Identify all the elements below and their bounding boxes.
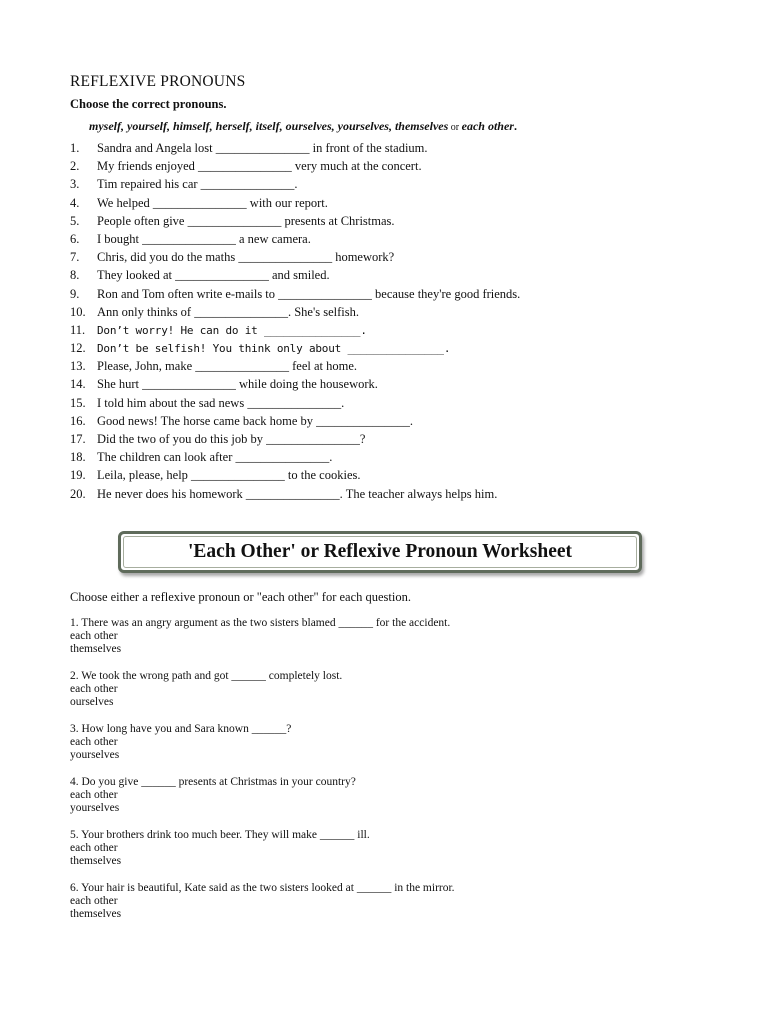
exercise-item bbox=[70, 485, 520, 503]
exercise-item bbox=[70, 321, 520, 339]
page-title: REFLEXIVE PRONOUNS bbox=[70, 73, 246, 90]
exercise-text: I bought _______________ a new camera. bbox=[97, 231, 311, 246]
exercise-number: 12. bbox=[70, 341, 86, 356]
answer-option: each other bbox=[70, 842, 118, 854]
exercise-number: 11. bbox=[70, 322, 86, 337]
answer-option: each other bbox=[70, 895, 118, 907]
answer-option: themselves bbox=[70, 643, 122, 655]
exercise-number: 6. bbox=[70, 231, 80, 246]
exercise-item bbox=[70, 375, 520, 393]
exercise-item bbox=[70, 285, 520, 303]
exercise-item bbox=[70, 175, 520, 193]
question-item bbox=[70, 882, 455, 935]
exercise-number: 3. bbox=[70, 177, 80, 192]
answer-option: ourselves bbox=[70, 696, 114, 708]
exercise-text: Ann only thinks of _______________. She's selfish. bbox=[97, 304, 359, 319]
exercise-number: 8. bbox=[70, 268, 80, 283]
exercise-number: 15. bbox=[70, 395, 86, 410]
question-text: 2. We took the wrong path and got ______ completely lost. bbox=[70, 670, 343, 682]
question-text: 5. Your brothers drink too much beer. They will make ______ ill. bbox=[70, 829, 370, 841]
word-bank-end: . bbox=[513, 119, 517, 133]
exercise-item bbox=[70, 412, 520, 430]
question-text: 3. How long have you and Sara known ______? bbox=[70, 723, 292, 735]
exercise-number: 9. bbox=[70, 286, 80, 301]
exercise-item bbox=[70, 303, 520, 321]
word-bank-words: myself, yourself, himself, herself, itself, ourselves, yourselves, themselves bbox=[89, 119, 449, 133]
exercise-text: People often give _______________ presents at Christmas. bbox=[97, 213, 395, 228]
exercise-text: They looked at _______________ and smiled. bbox=[97, 268, 330, 283]
exercise-text: Sandra and Angela lost _______________ in front of the stadium. bbox=[97, 141, 428, 155]
exercise-text: I told him about the sad news _______________. bbox=[97, 395, 345, 410]
answer-option: yourselves bbox=[70, 802, 120, 814]
exercise-text: Ron and Tom often write e-mails to _______________ because they're good friends. bbox=[97, 286, 521, 301]
exercise-text: She hurt _______________ while doing the housework. bbox=[97, 377, 378, 392]
exercise-text: Don’t worry! He can do it _______________. bbox=[97, 323, 367, 337]
word-bank-or: or bbox=[448, 122, 462, 133]
word-bank-last: each other bbox=[461, 119, 514, 133]
exercise-item bbox=[70, 339, 520, 357]
exercise-number: 2. bbox=[70, 159, 80, 174]
exercise-text: We helped _______________ with our report. bbox=[97, 195, 328, 210]
exercise-text: He never does his homework _______________. The teacher always helps him. bbox=[97, 486, 498, 501]
exercise-text: Please, John, make _______________ feel at home. bbox=[97, 359, 358, 374]
answer-option: themselves bbox=[70, 908, 122, 920]
question-item bbox=[70, 829, 455, 882]
word-bank bbox=[89, 119, 517, 134]
answer-option: yourselves bbox=[70, 749, 120, 761]
exercise-number: 7. bbox=[70, 250, 80, 265]
question-text: 6. Your hair is beautiful, Kate said as the two sisters looked at ______ in the mirror. bbox=[70, 882, 455, 894]
question-item bbox=[70, 776, 455, 829]
answer-option: themselves bbox=[70, 855, 122, 867]
exercise-number: 10. bbox=[70, 304, 86, 319]
exercise-text: My friends enjoyed _______________ very much at the concert. bbox=[97, 159, 422, 174]
exercise-number: 1. bbox=[70, 141, 80, 155]
question-item bbox=[70, 723, 455, 776]
exercise-list bbox=[70, 139, 520, 503]
exercise-number: 14. bbox=[70, 377, 86, 392]
answer-option: each other bbox=[70, 736, 118, 748]
answer-option: each other bbox=[70, 683, 118, 695]
exercise-number: 13. bbox=[70, 359, 86, 374]
question-item bbox=[70, 670, 455, 723]
exercise-text: Did the two of you do this job by _______________? bbox=[97, 432, 366, 446]
exercise-number: 5. bbox=[70, 213, 80, 228]
exercise-number: 17. bbox=[70, 432, 86, 446]
exercise-item bbox=[70, 230, 520, 248]
exercise-item bbox=[70, 448, 520, 466]
answer-option: each other bbox=[70, 630, 118, 642]
exercise-number: 20. bbox=[70, 486, 86, 501]
exercise-item bbox=[70, 194, 520, 212]
exercise-item bbox=[70, 394, 520, 412]
exercise-item bbox=[70, 266, 520, 284]
exercise-number: 4. bbox=[70, 195, 80, 210]
question-text: 1. There was an angry argument as the two sisters blamed ______ for the accident. bbox=[70, 617, 451, 629]
instructions: Choose the correct pronouns. bbox=[70, 97, 227, 111]
section2-instruction: Choose either a reflexive pronoun or "each other" for each question. bbox=[70, 590, 411, 604]
exercise-text: Chris, did you do the maths _______________ homework? bbox=[97, 250, 395, 265]
question-item bbox=[70, 617, 455, 670]
answer-option: each other bbox=[70, 789, 118, 801]
exercise-item bbox=[70, 157, 520, 175]
exercise-number: 16. bbox=[70, 413, 86, 428]
exercise-item bbox=[70, 248, 520, 266]
exercise-text: Leila, please, help _______________ to the cookies. bbox=[97, 468, 361, 483]
exercise-item bbox=[70, 430, 520, 448]
exercise-text: Don’t be selfish! You think only about _______________. bbox=[97, 342, 451, 356]
exercise-text: Tim repaired his car _______________. bbox=[97, 177, 298, 192]
exercise-text: The children can look after _______________. bbox=[97, 450, 333, 465]
exercise-number: 18. bbox=[70, 450, 86, 465]
question-list bbox=[70, 617, 455, 935]
banner-title: 'Each Other' or Reflexive Pronoun Worksheet bbox=[187, 541, 573, 562]
question-text: 4. Do you give ______ presents at Christmas in your country? bbox=[70, 776, 356, 788]
exercise-text: Good news! The horse came back home by _______________. bbox=[97, 413, 414, 428]
exercise-item bbox=[70, 357, 520, 375]
exercise-item bbox=[70, 212, 520, 230]
exercise-item bbox=[70, 466, 520, 484]
worksheet-banner bbox=[118, 531, 642, 573]
exercise-number: 19. bbox=[70, 468, 86, 483]
exercise-item bbox=[70, 139, 520, 157]
